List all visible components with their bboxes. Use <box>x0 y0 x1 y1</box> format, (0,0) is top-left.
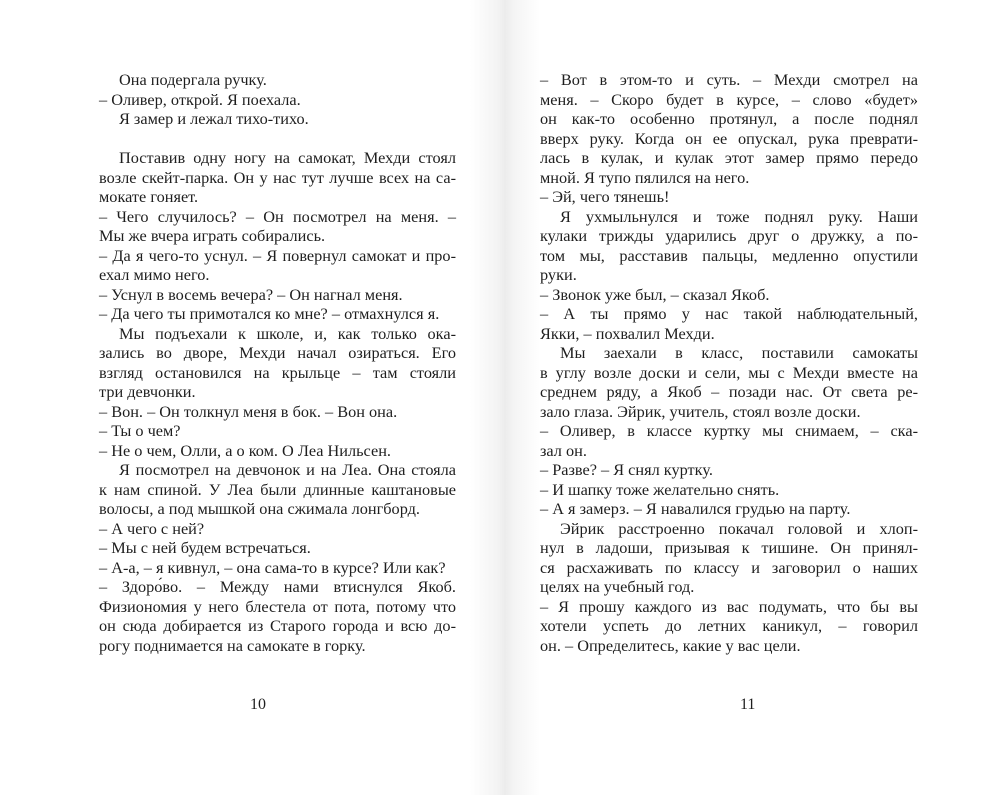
paragraph <box>99 558 456 578</box>
text-line: – Вот в этом-то и суть. – Мехди смотрел на <box>540 70 918 89</box>
text-line: Эйрик расстроенно покачал головой и хлоп- <box>560 518 918 538</box>
text-line: в углу возле доски и сели, мы с Мехди вместе на <box>540 362 918 382</box>
text-line: руки. <box>540 265 577 284</box>
paragraph <box>540 519 918 597</box>
text-line: – Да чего ты примотался ко мне? – отмахнулся я. <box>99 304 440 323</box>
paragraph <box>540 499 918 519</box>
paragraph <box>99 460 456 519</box>
paragraph-break <box>99 129 456 149</box>
text-line: Я посмотрел на девчонок и на Леа. Она стояла <box>119 460 456 479</box>
paragraph <box>99 519 456 539</box>
text-line: Мы заехали в класс, поставили самокаты <box>560 343 918 362</box>
text-line: Она подергала ручку. <box>119 70 267 89</box>
text-line: – Эй, чего тянешь! <box>540 187 670 206</box>
paragraph <box>99 421 456 441</box>
text-line: Я замер и лежал тихо-тихо. <box>119 109 309 128</box>
text-line: – Ты о чем? <box>99 421 181 440</box>
paragraph <box>99 70 456 90</box>
paragraph <box>540 285 918 305</box>
text-line: зало глаза. Эйрик, учитель, стоял возле доски. <box>540 401 861 421</box>
text-line: он. – Определитесь, какие у вас цели. <box>540 635 801 655</box>
paragraph <box>99 109 456 129</box>
text-line: мной. Я тупо пялился на него. <box>540 167 750 187</box>
text-line: – И шапку тоже желательно снять. <box>540 479 780 499</box>
text-line: – Уснул в восемь вечера? – Он нагнал меня. <box>99 284 403 304</box>
text-line: он сюда добирается из Старого города и всю до- <box>99 616 456 635</box>
text-line: Физиономия у него блестела от пота, потому что <box>99 596 456 616</box>
text-line: – Мы с ней будем встречаться. <box>99 538 311 557</box>
text-line: – Оливер, в классе куртку мы снимаем, – ска- <box>540 421 918 440</box>
paragraph <box>540 421 918 460</box>
text-line: он как-то особенно протянул, а после поднял <box>540 109 918 128</box>
text-line: ехал мимо него. <box>99 265 210 284</box>
paragraph <box>540 304 918 343</box>
paragraph <box>99 577 456 655</box>
text-line: – Не о чем, Олли, а о ком. О Леа Нильсен. <box>99 440 391 460</box>
text-line: меня. – Скоро будет в курсе, – слово «будет» <box>540 89 918 109</box>
text-line: том мы, расставив пальцы, медленно опустили <box>540 245 918 265</box>
text-line: – Чего случилось? – Он посмотрел на меня. – <box>99 206 456 226</box>
right-page-text <box>540 70 918 655</box>
text-line: Я ухмыльнулся и тоже поднял руку. Наши <box>560 206 918 226</box>
text-line: мокате гоняет. <box>99 187 199 206</box>
text-line: возле скейт-парка. Он у нас тут лучше всех на са- <box>99 167 456 187</box>
paragraph <box>540 597 918 656</box>
paragraph <box>99 148 456 207</box>
text-line: – Звонок уже был, – сказал Якоб. <box>540 284 770 304</box>
paragraph <box>99 90 456 110</box>
text-line: – А-а, – я кивнул, – она сама-то в курсе? Или как? <box>99 557 446 577</box>
text-line: Мы подъехали к школе, и, как только ока- <box>119 323 456 343</box>
text-line: целях на учебный год. <box>540 577 695 596</box>
paragraph <box>540 343 918 421</box>
page-number-left: 10 <box>250 696 266 713</box>
paragraph <box>540 70 918 187</box>
paragraph <box>99 207 456 246</box>
text-line: зались во дворе, Мехди начал озираться. Его <box>99 343 456 362</box>
paragraph <box>540 207 918 285</box>
paragraph <box>540 187 918 207</box>
page-number-right: 11 <box>740 696 756 713</box>
paragraph <box>99 304 456 324</box>
book-gutter <box>470 0 540 795</box>
paragraph <box>99 441 456 461</box>
text-line: кулаки трижды ударились друг о дружку, а по- <box>540 226 918 245</box>
text-line: – Разве? – Я снял куртку. <box>540 460 713 479</box>
text-line: волосы, а под мышкой она сжимала лонгборд. <box>99 499 420 518</box>
text-line: – А ты прямо у нас такой наблюдательный, <box>540 304 918 323</box>
text-line: – Здоро́во. – Между нами втиснулся Якоб. <box>99 577 456 596</box>
text-line: среднем ряду, а Якоб – позади нас. От света ре- <box>540 382 918 401</box>
text-line: ся расхаживать по классу и заговорил о наших <box>540 557 918 577</box>
text-line: взгляд остановился на крыльце – там стояли <box>99 362 456 382</box>
text-line: нул в ладоши, призывая к тишине. Он принял- <box>540 538 918 557</box>
text-line: к нам спиной. У Леа были длинные каштановые <box>99 479 456 499</box>
text-line: Якки, – похвалил Мехди. <box>540 323 715 343</box>
paragraph <box>540 480 918 500</box>
text-line: – Оливер, открой. Я поехала. <box>99 89 301 109</box>
left-page-text <box>99 70 456 655</box>
text-line: – Да я чего-то уснул. – Я повернул самокат и про- <box>99 245 456 265</box>
paragraph <box>99 402 456 422</box>
text-line: – А чего с ней? <box>99 518 205 538</box>
text-line: хотели успеть до летних каникул, – говорил <box>540 616 918 635</box>
text-line: три девчонки. <box>99 382 196 401</box>
text-line: зал он. <box>540 440 587 460</box>
paragraph <box>99 538 456 558</box>
text-line: – Вон. – Он толкнул меня в бок. – Вон она. <box>99 401 398 421</box>
text-line: Поставив одну ногу на самокат, Мехди стоял <box>119 148 456 167</box>
text-line: Мы же вчера играть собирались. <box>99 226 326 245</box>
text-line: – Я прошу каждого из вас подумать, что бы вы <box>540 596 918 616</box>
paragraph <box>99 324 456 402</box>
text-line: рогу поднимается на самокате в горку. <box>99 635 366 655</box>
text-line: – А я замерз. – Я навалился грудью на парту. <box>540 499 851 518</box>
paragraph <box>99 246 456 285</box>
text-line: вверх руку. Когда он ее опускал, рука преврати- <box>540 128 918 148</box>
paragraph <box>99 285 456 305</box>
paragraph <box>540 460 918 480</box>
text-line: лась в кулак, и кулак этот замер прямо передо <box>540 148 918 167</box>
